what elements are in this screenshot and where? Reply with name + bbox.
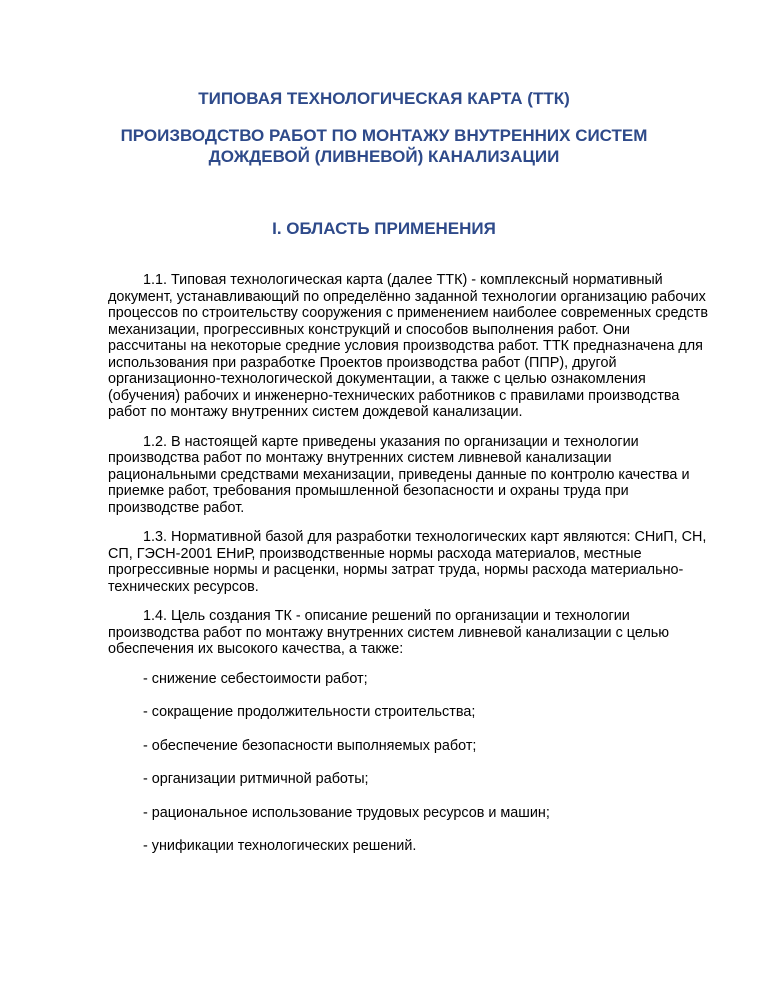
list-item: - рациональное использование трудовых ресурсов и машин; [143,804,550,821]
list-item: - снижение себестоимости работ; [143,670,368,687]
paragraph-1-4: 1.4. Цель создания ТК - описание решений по организации и технологии производства работ по монтажу внутренних систем ливневой канализации с целью обеспечения их высокого качества, а также: [108,608,670,657]
section-body [108,272,708,872]
section-title: I. ОБЛАСТЬ ПРИМЕНЕНИЯ [272,219,496,238]
paragraph-1-3: 1.3. Нормативной базой для разработки технологических карт являются: СНиП, СН, СП, ГЭСН-2001 ЕНиР, производственные нормы расхода материалов, местные прогрессивные нормы и расценки, нормы затрат труда, нормы расхода материально-технических ресурсов. [108,529,707,595]
paragraph-1-2: 1.2. В настоящей карте приведены указания по организации и технологии производства работ по монтажу внутренних систем ливневой канализации рациональными средствами механизации, приведены данные по контролю качества и приемке работ, требования промышленной безопасности и охраны труда при производстве работ. [108,433,690,516]
document-title: ТИПОВАЯ ТЕХНОЛОГИЧЕСКАЯ КАРТА (ТТК) [198,89,570,108]
list-item: - сокращение продолжительности строительства; [143,704,476,720]
document-subtitle: ПРОИЗВОДСТВО РАБОТ ПО МОНТАЖУ ВНУТРЕННИХ СИСТЕМ ДОЖДЕВОЙ (ЛИВНЕВОЙ) КАНАЛИЗАЦИИ [120,126,648,166]
list-item: - обеспечение безопасности выполняемых работ; [143,737,477,754]
list-item: - организации ритмичной работы; [143,771,369,787]
paragraph-1-1: 1.1. Типовая технологическая карта (далее ТТК) - комплексный нормативный документ, устанавливающий по определённо заданной технологии организацию рабочих процессов по строительству сооружения с применением наиболее современных средств механизации, прогрессивных конструкций и способов выполнения работ. Они рассчитаны на некоторые средние условия производства работ. ТТК предназначена для использования при разработке Проектов производства работ (ППР), другой организационно-технологической документации, а также с целью ознакомления (обучения) рабочих и инженерно-технических работников с правилами производства работ по монтажу внутренних систем дождевой канализации. [108,272,708,420]
list-item: - унификации технологических решений. [143,838,417,854]
